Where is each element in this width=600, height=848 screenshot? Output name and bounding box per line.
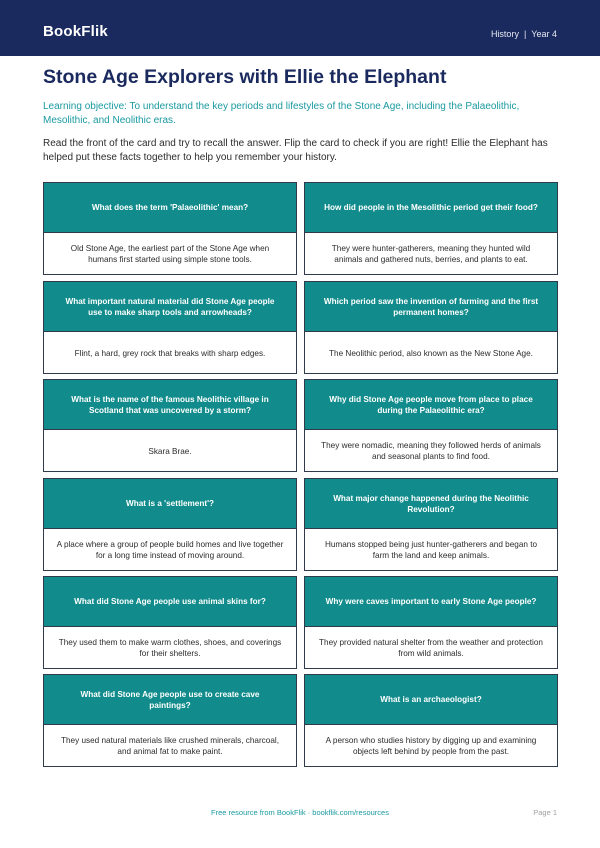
flashcard-question: What does the term 'Palaeolithic' mean? — [44, 183, 296, 233]
brand-logo-text[interactable]: BookFlik — [43, 23, 108, 40]
flashcard-answer: They used them to make warm clothes, shoes, and coverings for their shelters. — [58, 638, 282, 658]
flashcard[interactable] — [304, 674, 558, 767]
flashcard-answer: Old Stone Age, the earliest part of the Stone Age when humans first started using simple stone tools. — [70, 244, 270, 264]
flashcard-question: How did people in the Mesolithic period get their food? — [305, 183, 557, 233]
flashcard[interactable] — [43, 478, 297, 571]
breadcrumb-subject: History — [490, 29, 519, 39]
flashcard-answer: A place where a group of people build homes and live together for a long time instead of moving around. — [56, 540, 284, 560]
flashcard-answer: Humans stopped being just hunter-gatherers and began to farm the land and keep animals. — [324, 540, 538, 560]
breadcrumb-separator: | — [523, 29, 527, 39]
flashcard-question: What is an archaeologist? — [305, 675, 557, 725]
flashcard[interactable] — [304, 379, 558, 472]
flashcard[interactable] — [43, 182, 297, 275]
flashcard-answer: They were nomadic, meaning they followed herds of animals and seasonal plants to find food. — [321, 441, 541, 461]
flashcard-question: Why were caves important to early Stone Age people? — [305, 577, 557, 627]
flashcard-question: What did Stone Age people use to create cave paintings? — [44, 675, 296, 725]
flashcard-answer: Flint, a hard, grey rock that breaks with sharp edges. — [74, 348, 266, 358]
flashcard[interactable] — [304, 182, 558, 275]
flashcard-answer: Skara Brae. — [148, 446, 192, 456]
flashcard-answer: They used natural materials like crushed minerals, charcoal, and animal fat to make paint. — [61, 736, 279, 756]
flashcard[interactable] — [43, 576, 297, 669]
flashcard[interactable] — [304, 478, 558, 571]
flashcard-question: What important natural material did Stone Age people use to make sharp tools and arrowheads? — [44, 282, 296, 332]
flashcard-answer: The Neolithic period, also known as the New Stone Age. — [329, 348, 533, 358]
page-footer — [0, 808, 600, 822]
flashcard-answer: They were hunter-gatherers, meaning they hunted wild animals and gathered nuts, berries, and plants to eat. — [331, 244, 531, 264]
flashcard[interactable] — [43, 674, 297, 767]
flashcard-question: What is a 'settlement'? — [44, 479, 296, 529]
flashcard[interactable] — [43, 281, 297, 374]
flashcard-question: What major change happened during the Neolithic Revolution? — [305, 479, 557, 529]
breadcrumb-year: Year 4 — [531, 29, 557, 39]
flashcard[interactable] — [304, 576, 558, 669]
breadcrumb — [491, 28, 557, 40]
flashcard-answer: A person who studies history by digging up and examining objects left behind by people from the past. — [325, 736, 537, 756]
page-number: Page 1 — [533, 808, 557, 817]
page-title: Stone Age Explorers with Ellie the Elephant — [43, 66, 447, 88]
flashcard-question: What is the name of the famous Neolithic village in Scotland that was uncovered by a storm? — [44, 380, 296, 430]
footer-credit-link[interactable]: Free resource from BookFlik · bookflik.com/resources — [211, 808, 389, 817]
flashcard[interactable] — [43, 379, 297, 472]
flashcard[interactable] — [304, 281, 558, 374]
flashcard-question: Why did Stone Age people move from place to place during the Palaeolithic era? — [305, 380, 557, 430]
instructions-text: Read the front of the card and try to recall the answer. Flip the card to check if you are right! Ellie the Elephant has helped put these facts together to help you remember your history. — [43, 138, 548, 163]
flashcard-question: Which period saw the invention of farming and the first permanent homes? — [305, 282, 557, 332]
page-header — [0, 0, 600, 56]
learning-objective: Learning objective: To understand the key periods and lifestyles of the Stone Age, including the Palaeolithic, Mesolithic, and Neolithic eras. — [43, 101, 520, 126]
flashcard-answer: They provided natural shelter from the weather and protection from wild animals. — [319, 638, 543, 658]
flashcard-question: What did Stone Age people use animal skins for? — [44, 577, 296, 627]
